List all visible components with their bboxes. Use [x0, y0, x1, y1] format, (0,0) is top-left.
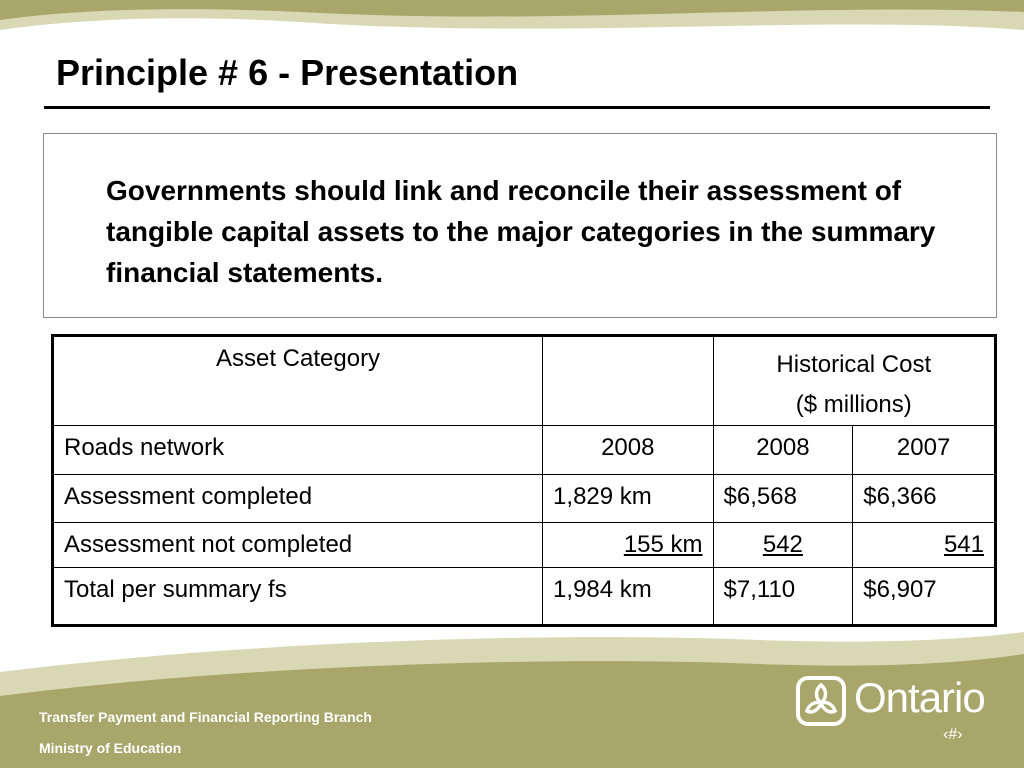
title-underline	[44, 106, 990, 109]
ontario-logo-text: Ontario	[854, 674, 985, 721]
table-row	[53, 523, 996, 568]
row-cost-2008	[713, 523, 853, 568]
slide-title: Principle # 6 - Presentation	[56, 52, 519, 93]
row-cost-2007: 2007	[853, 426, 996, 475]
row-cost-2007: $6,907	[853, 568, 996, 626]
table-row	[53, 568, 996, 626]
statement-box	[43, 133, 997, 318]
row-length	[543, 523, 713, 568]
row-label: Total per summary fs	[53, 568, 543, 626]
row-label: Assessment not completed	[53, 523, 543, 568]
header-asset-category: Asset Category	[53, 336, 543, 426]
row-length: 1,829 km	[543, 475, 713, 523]
historical-cost-label: Historical Cost	[776, 351, 932, 378]
row-cost-2008: $6,568	[713, 475, 853, 523]
footer-branch: Transfer Payment and Financial Reporting Branch	[39, 709, 372, 725]
row-label: Roads network	[53, 426, 543, 475]
statement-text: Governments should link and reconcile their assessment of tangible capital assets to the major categories in the summary financial statements.	[106, 175, 936, 288]
table-header-row	[53, 336, 996, 426]
row-length: 2008	[543, 426, 713, 475]
row-cost-2007	[853, 523, 996, 568]
slide-number: ‹#›	[943, 726, 963, 743]
asset-table	[51, 334, 997, 627]
header-historical-cost	[713, 336, 995, 426]
table-row	[53, 426, 996, 475]
row-length-value: 155 km	[623, 531, 703, 558]
row-cost-2007-value: 541	[943, 531, 984, 558]
row-cost-2008: $7,110	[713, 568, 853, 626]
header-blank	[543, 336, 713, 426]
row-cost-2007: $6,366	[853, 475, 996, 523]
historical-cost-unit: ($ millions)	[795, 391, 912, 418]
row-label: Assessment completed	[53, 475, 543, 523]
ontario-trillium-icon	[796, 676, 846, 726]
table-row	[53, 475, 996, 523]
footer-ministry: Ministry of Education	[39, 740, 182, 756]
row-length: 1,984 km	[543, 568, 713, 626]
row-cost-2008: 2008	[713, 426, 853, 475]
row-cost-2008-value: 542	[762, 531, 803, 558]
